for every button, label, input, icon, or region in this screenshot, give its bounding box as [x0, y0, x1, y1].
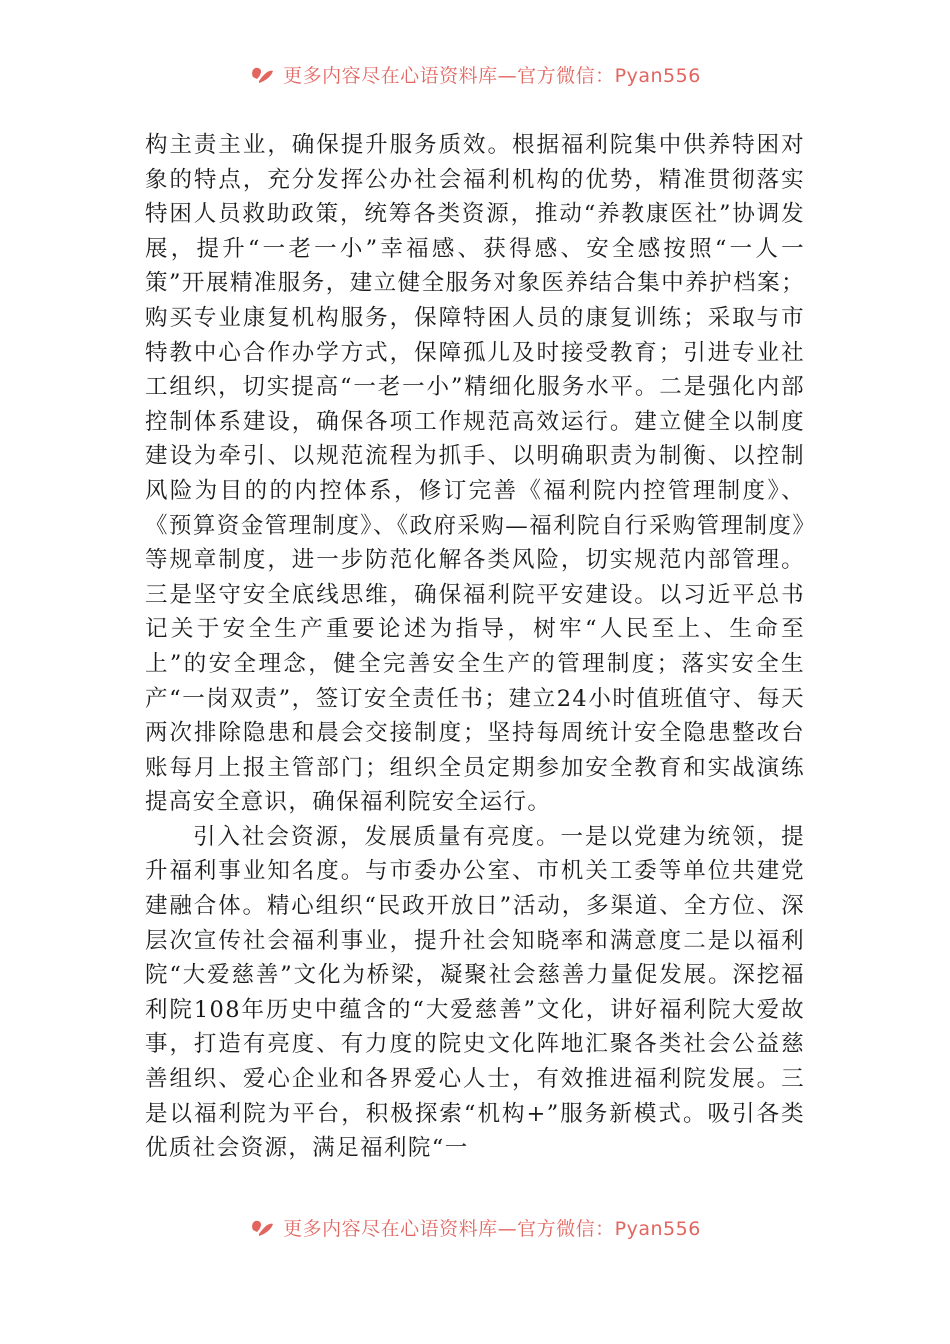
watermark-text: 更多内容尽在心语资料库—官方微信：Pyan556	[283, 64, 701, 87]
header-watermark-banner	[0, 52, 950, 92]
document-body	[145, 128, 805, 1166]
paragraph-1: 构主责主业，确保提升服务质效。根据福利院集中供养特困对象的特点，充分发挥公办社会福利机构的优势，精准贯彻落实特困人员救助政策，统筹各类资源，推动“养教康医社”协调发展，提升“一老一小”幸福感、获得感、安全感按照“一人一策”开展精准服务，建立健全服务对象医养结合集中养护档案；购买专业康复机构服务，保障特困人员的康复训练；采取与市特教中心合作办学方式，保障孤儿及时接受教育；引进专业社工组织，切实提高“一老一小”精细化服务水平。二是强化内部控制体系建设，确保各项工作规范高效运行。建立健全以制度建设为牵引、以规范流程为抓手、以明确职责为制衡、以控制风险为目的的内控体系，修订完善《福利院内控管理制度》、《预算资金管理制度》、《政府采购—福利院自行采购管理制度》等规章制度，进一步防范化解各类风险，切实规范内部管理。三是坚守安全底线思维，确保福利院平安建设。以习近平总书记关于安全生产重要论述为指导，树牢“人民至上、生命至上”的安全理念，健全完善安全生产的管理制度；落实安全生产“一岗双责”，签订安全责任书；建立24小时值班值守、每天两次排除隐患和晨会交接制度；坚持每周统计安全隐患整改台账每月上报主管部门；组织全员定期参加安全教育和实战演练提高安全意识，确保福利院安全运行。	[145, 132, 805, 816]
watermark-text: 更多内容尽在心语资料库—官方微信：Pyan556	[283, 1217, 701, 1240]
heart-logo-icon	[249, 1216, 275, 1238]
paragraph-2: 引入社会资源，发展质量有亮度。一是以党建为统领，提升福利事业知名度。与市委办公室、市机关工委等单位共建党建融合体。精心组织“民政开放日”活动，多渠道、全方位、深层次宣传社会福利事业，提升社会知晓率和满意度二是以福利院“大爱慈善”文化为桥梁，凝聚社会慈善力量促发展。深挖福利院108年历史中蕴含的“大爱慈善”文化，讲好福利院大爱故事，打造有亮度、有力度的院史文化阵地汇聚各类社会公益慈善组织、爱心企业和各界爱心人士，有效推进福利院发展。三是以福利院为平台，积极探索“机构+”服务新模式。吸引各类优质社会资源，满足福利院“一	[145, 823, 805, 1162]
heart-logo-icon	[249, 63, 275, 85]
footer-watermark-banner	[0, 1205, 950, 1245]
